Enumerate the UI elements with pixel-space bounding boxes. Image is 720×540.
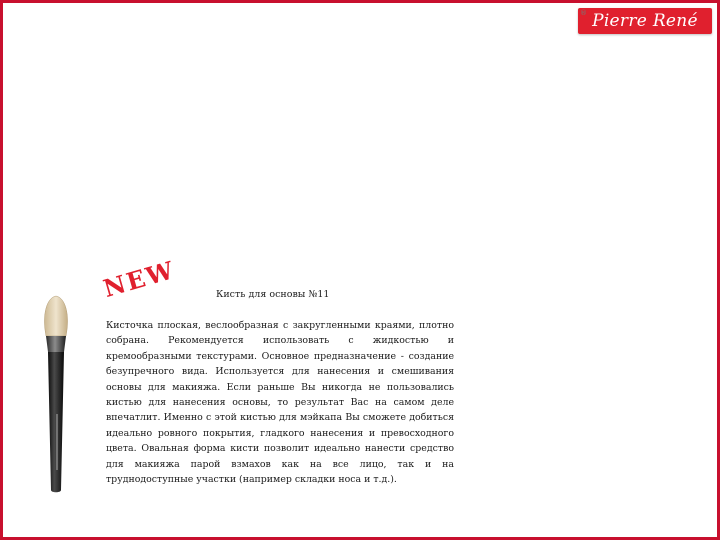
foundation-brush-image — [36, 294, 76, 494]
registered-mark: ® — [580, 9, 587, 17]
product-description: Кисточка плоская, веслообразная с закругленными краями, плотно собрана. Рекомендуется использовать с жидкостью и кремообразными текстурами. Основное предназначение - создание безупречного вида. Используется для нанесения и смешивания основы для макияжа. Если раньше Вы никогда не пользовались кистью для нанесения основы, то результат Вас на самом деле впечатлит. Именно с этой кистью для мэйкапа Вы сможете добиться идеально ровного покрытия, гладкого нанесения и превосходного цвета. Овальная форма кисти позволит идеально нанести средство для макияжа парой взмахов как на все лицо, так и на труднодоступные участки (например складки носа и т.д.). — [106, 320, 454, 486]
new-badge: NEW — [100, 254, 179, 303]
brand-logo — [578, 8, 712, 34]
product-title: Кисть для основы №11 — [216, 289, 330, 300]
brand-logo-text: Pierre René — [592, 11, 698, 31]
